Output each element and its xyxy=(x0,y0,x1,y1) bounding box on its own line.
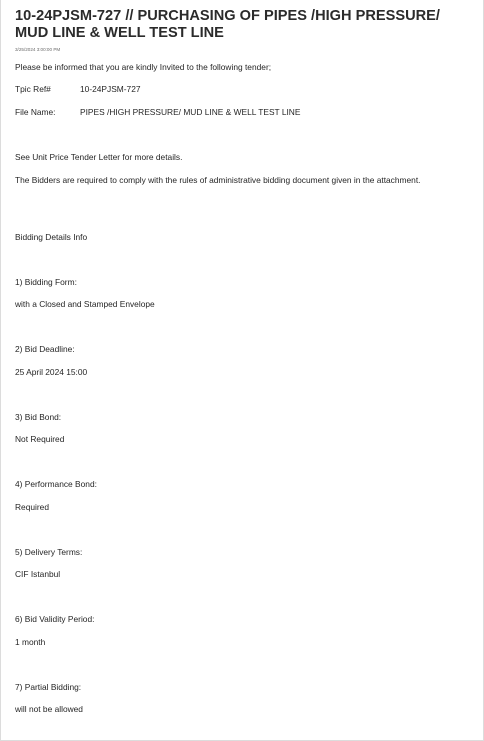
bid-deadline-value: 25 April 2024 15:00 xyxy=(15,367,88,377)
file-name-label: File Name: xyxy=(15,107,56,117)
bid-validity-label: 6) Bid Validity Period: xyxy=(15,614,95,624)
details-heading: Bidding Details Info xyxy=(15,232,88,242)
tpic-ref-value: 10-24PJSM-727 xyxy=(80,84,141,94)
partial-bidding-value: will not be allowed xyxy=(15,704,83,714)
file-name-value: PIPES /HIGH PRESSURE/ MUD LINE & WELL TEST LINE xyxy=(80,107,301,117)
bid-bond-label: 3) Bid Bond: xyxy=(15,412,62,422)
see-letter-text: See Unit Price Tender Letter for more details. xyxy=(15,152,183,162)
delivery-terms-value: CIF Istanbul xyxy=(15,569,61,579)
bidding-form-value: with a Closed and Stamped Envelope xyxy=(15,299,155,309)
performance-bond-value: Required xyxy=(15,502,49,512)
bid-deadline-label: 2) Bid Deadline: xyxy=(15,344,75,354)
delivery-terms-label: 5) Delivery Terms: xyxy=(15,547,83,557)
comply-text: The Bidders are required to comply with the rules of administrative bidding document given in the attachment. xyxy=(15,175,421,185)
partial-bidding-label: 7) Partial Bidding: xyxy=(15,682,82,692)
bidding-form-label: 1) Bidding Form: xyxy=(15,277,77,287)
page-title: 10-24PJSM-727 // PURCHASING OF PIPES /HIGH PRESSURE/ MUD LINE & WELL TEST LINE xyxy=(15,8,440,41)
tpic-ref-label: Tpic Ref# xyxy=(15,84,51,94)
bid-validity-value: 1 month xyxy=(15,637,46,647)
bid-bond-value: Not Required xyxy=(15,434,65,444)
performance-bond-label: 4) Performance Bond: xyxy=(15,479,97,489)
publish-date: 3/25/2024 3:00:00 PM xyxy=(15,47,61,52)
intro-text: Please be informed that you are kindly Invited to the following tender; xyxy=(15,62,272,72)
